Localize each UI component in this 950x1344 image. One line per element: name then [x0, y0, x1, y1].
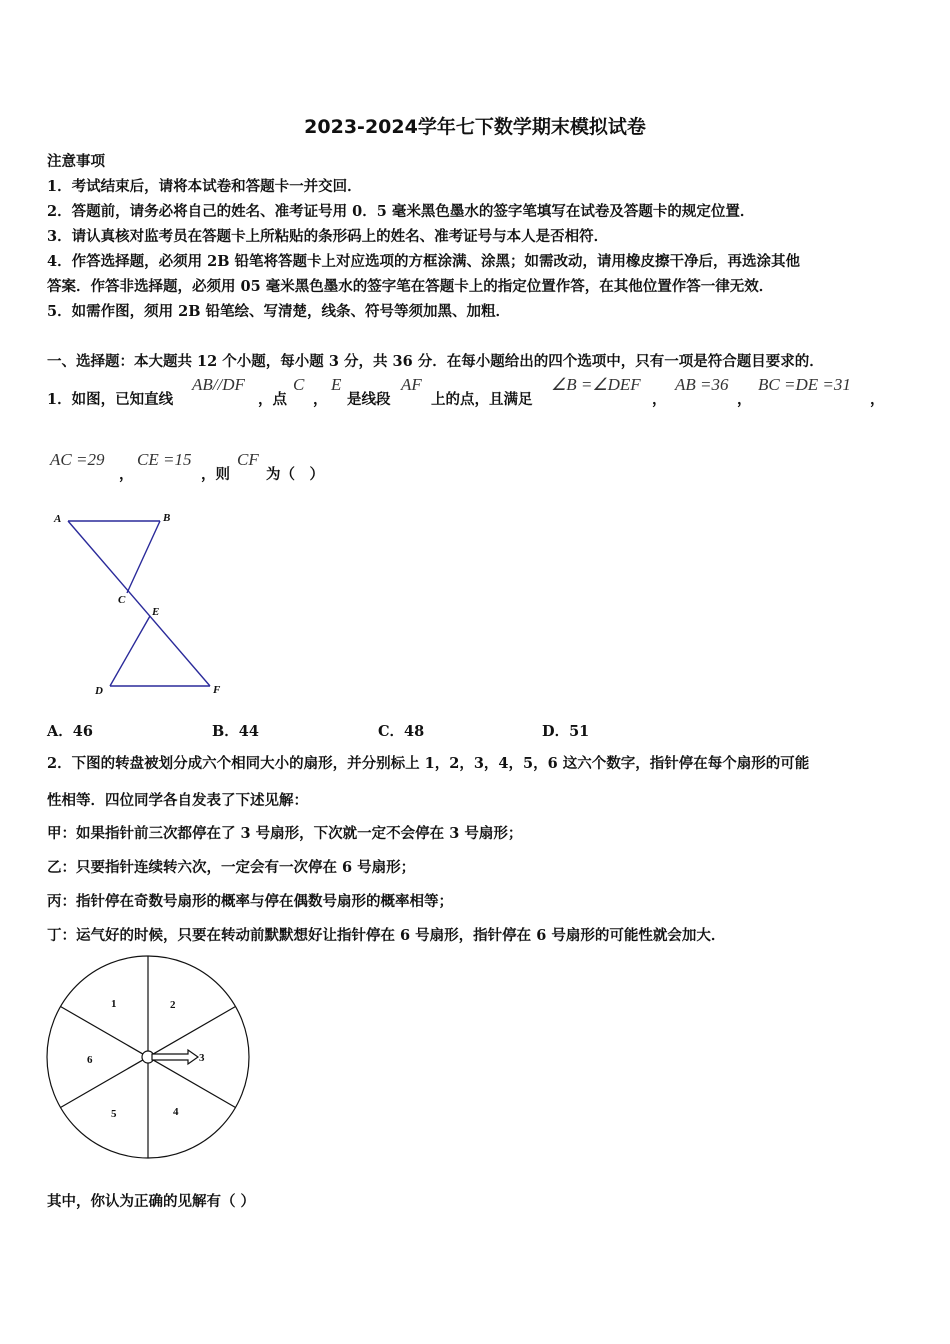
q1-text-6: ，: [652, 391, 667, 408]
q1-math-ab-parallel-df: AB//DF: [192, 375, 245, 394]
sector-label-6: 6: [87, 1054, 93, 1066]
q1-text-9: ，: [119, 466, 134, 483]
q1-math-af: AF: [401, 375, 422, 394]
notice-item-4: 4．作答选择题，必须用 2B 铅笔将答题卡上对应选项的方框涂满、涂黑；如需改动，请用橡皮擦干净后，再选涂其他: [47, 253, 801, 270]
q1-text-11: 为（ ）: [266, 466, 324, 483]
notice-heading: 注意事项: [47, 153, 105, 170]
q2-spinner-figure: [40, 953, 260, 1163]
q2-statement-bing: 丙：指针停在奇数号扇形的概率与停在偶数号扇形的概率相等；: [47, 893, 453, 910]
q1-text-4: 是线段: [347, 391, 391, 408]
label-a: A: [54, 513, 62, 525]
q2-statement-yi: 乙：只要指针连续转六次，一定会有一次停在 6 号扇形；: [47, 859, 416, 876]
sector-label-2: 2: [170, 999, 176, 1011]
label-f: F: [213, 684, 221, 696]
q1-option-c: C．48: [378, 723, 425, 740]
q1-text-8: ，: [870, 391, 885, 408]
q2-line-1: 2．下图的转盘被划分成六个相同大小的扇形，并分别标上 1，2，3，4，5，6 这六个数字，指针停在每个扇形的可能: [47, 755, 810, 772]
sector-label-4: 4: [173, 1106, 179, 1118]
q1-option-d: D．51: [542, 723, 590, 740]
q1-math-ab: AB =36: [675, 375, 729, 394]
notice-item-4-cont: 答案．作答非选择题，必须用 05 毫米黑色墨水的签字笔在答题卡上的指定位置作答，在其他位置作答一律无效．: [47, 278, 774, 295]
section-heading: 一、选择题：本大题共 12 个小题，每小题 3 分，共 36 分．在每小题给出的四个选项中，只有一项是符合题目要求的．: [47, 353, 824, 370]
q1-math-cf: CF: [237, 450, 259, 469]
q1-text-2: ，点: [258, 391, 287, 408]
label-c: C: [118, 594, 126, 606]
q1-figure-lines: [68, 521, 210, 686]
q1-math-e: E: [331, 375, 342, 394]
q1-option-b: B．44: [212, 723, 259, 740]
q1-math-bc-de: BC =DE =31: [758, 375, 851, 394]
q1-text-10: ，则: [201, 466, 230, 483]
q1-text-1: 1．如图，已知直线: [47, 391, 174, 408]
q2-statement-ding: 丁：运气好的时候，只要在转动前默默想好让指针停在 6 号扇形，指针停在 6 号扇形的可能性就会加大．: [47, 927, 726, 944]
segment-bc: [127, 521, 160, 593]
q1-math-ce: CE =15: [137, 450, 192, 469]
sector-label-5: 5: [111, 1108, 117, 1120]
label-b: B: [163, 512, 171, 524]
q1-text-7: ，: [737, 391, 752, 408]
sector-label-3: 3: [199, 1052, 205, 1064]
sector-label-1: 1: [111, 998, 117, 1010]
segment-ed: [110, 616, 150, 686]
pointer-arrow-icon: [152, 1050, 198, 1064]
notice-item-1: 1．考试结束后，请将本试卷和答题卡一并交回．: [47, 178, 362, 195]
q1-figure: [40, 500, 240, 705]
q1-text-3: ，: [313, 391, 328, 408]
q1-text-5: 上的点，且满足: [431, 391, 533, 408]
page-title: 2023-2024学年七下数学期末模拟试卷: [304, 116, 646, 138]
q2-statement-jia: 甲：如果指针前三次都停在了 3 号扇形，下次就一定不会停在 3 号扇形；: [47, 825, 523, 842]
q2-line-2: 性相等．四位同学各自发表了下述见解：: [47, 792, 308, 809]
label-e: E: [152, 606, 160, 618]
q1-option-a: A．46: [47, 723, 93, 740]
segment-af: [68, 521, 210, 686]
q1-math-ac: AC =29: [50, 450, 105, 469]
notice-item-3: 3．请认真核对监考员在答题卡上所粘贴的条形码上的姓名、准考证号与本人是否相符．: [47, 228, 609, 245]
q2-question: 其中，你认为正确的见解有（ ）: [47, 1193, 256, 1210]
notice-item-2: 2．答题前，请务必将自己的姓名、准考证号用 0．5 毫米黑色墨水的签字笔填写在试卷及答题卡的规定位置．: [47, 203, 755, 220]
q1-math-c: C: [293, 375, 305, 394]
label-d: D: [95, 685, 103, 697]
notice-item-5: 5．如需作图，须用 2B 铅笔绘、写清楚，线条、符号等须加黑、加粗．: [47, 303, 511, 320]
q1-math-angle: ∠B =∠DEF: [551, 375, 641, 394]
